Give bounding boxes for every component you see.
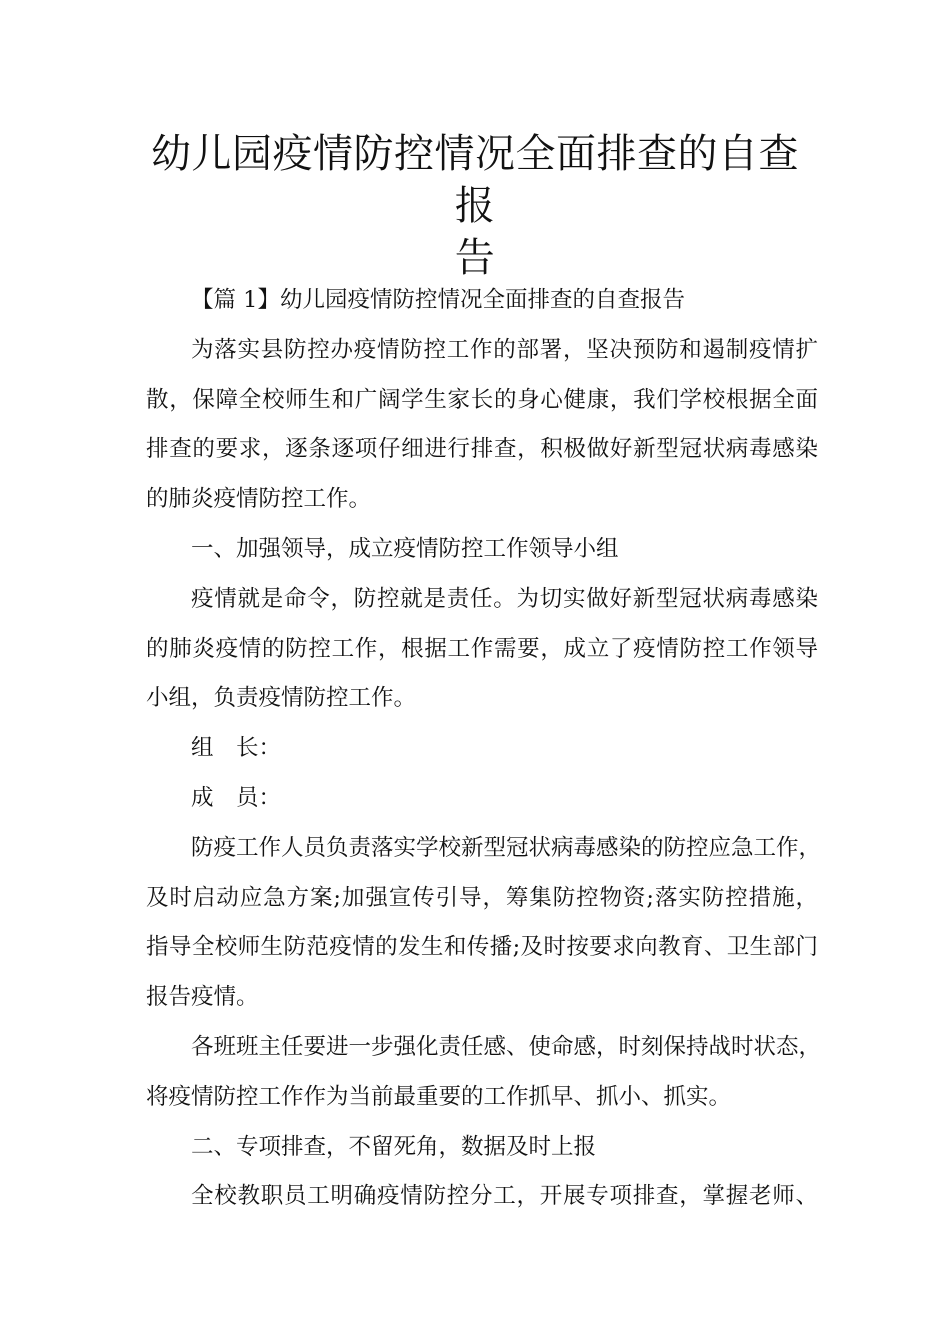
title-line-2: 告 [454,235,496,281]
paragraph-line: 小组，负责疫情防控工作。 [146,685,417,712]
paragraph-line: 及时启动应急方案;加强宣传引导，筹集防控物资;落实防控措施， [146,884,818,911]
document-title [140,128,810,284]
paragraph-line: 将疫情防控工作作为当前最重要的工作抓早、抓小、抓实。 [146,1083,732,1110]
paragraph-line: 的肺炎疫情的防控工作，根据工作需要，成立了疫情防控工作领导 [146,635,818,662]
paragraph-line: 【篇 1】幼儿园疫情防控情况全面排查的自查报告 [191,287,685,313]
paragraph-line: 组 长： [191,735,282,762]
title-line-1: 幼儿园疫情防控情况全面排查的自查报 [151,131,799,229]
paragraph-line: 指导全校师生防范疫情的发生和传播;及时按要求向教育、卫生部门 [146,934,818,961]
paragraph-line: 各班班主任要进一步强化责任感、使命感，时刻保持战时状态， [191,1033,822,1060]
paragraph-line: 报告疫情。 [146,984,259,1011]
paragraph-line: 二、专项排查，不留死角，数据及时上报 [191,1133,597,1160]
paragraph-line: 疫情就是命令，防控就是责任。为切实做好新型冠状病毒感染 [191,585,818,612]
paragraph-line: 散，保障全校师生和广阔学生家长的身心健康，我们学校根据全面 [146,386,818,413]
paragraph-line: 成 员： [191,784,282,811]
paragraph-line: 防疫工作人员负责落实学校新型冠状病毒感染的防控应急工作， [191,834,822,861]
paragraph-line: 的肺炎疫情防控工作。 [146,486,372,513]
document-body [146,276,822,1222]
paragraph-line: 为落实县防控办疫情防控工作的部署，坚决预防和遏制疫情扩 [191,336,818,363]
paragraph-line: 排查的要求，逐条逐项仔细进行排查，积极做好新型冠状病毒感染 [146,436,818,463]
paragraph-line: 全校教职员工明确疫情防控分工，开展专项排查，掌握老师、 [191,1183,818,1210]
paragraph-line: 一、加强领导，成立疫情防控工作领导小组 [191,535,619,562]
